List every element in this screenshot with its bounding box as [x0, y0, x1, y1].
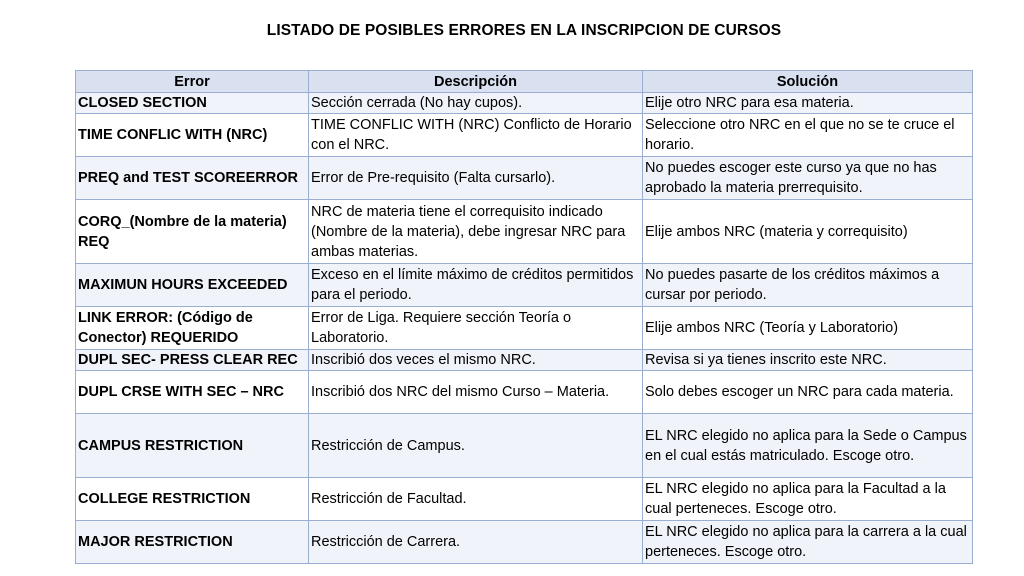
table-header-row	[76, 71, 973, 93]
error-cell: CLOSED SECTION	[76, 93, 309, 114]
table-row	[76, 264, 973, 307]
table-row	[76, 414, 973, 478]
header-descripcion: Descripción	[309, 71, 643, 93]
solucion-cell: Elije ambos NRC (materia y correquisito)	[643, 200, 973, 264]
solucion-cell: Elije ambos NRC (Teoría y Laboratorio)	[643, 307, 973, 350]
solucion-cell: No puedes pasarte de los créditos máximos a cursar por periodo.	[643, 264, 973, 307]
solucion-cell: EL NRC elegido no aplica para la carrera a la cual perteneces. Escoge otro.	[643, 521, 973, 564]
error-cell: DUPL SEC- PRESS CLEAR REC	[76, 350, 309, 371]
solucion-cell: EL NRC elegido no aplica para la Sede o Campus en el cual estás matriculado. Escoge otro.	[643, 414, 973, 478]
descripcion-cell: Restricción de Campus.	[309, 414, 643, 478]
error-cell: TIME CONFLIC WITH (NRC)	[76, 114, 309, 157]
descripcion-cell: Error de Pre-requisito (Falta cursarlo).	[309, 157, 643, 200]
errors-table	[75, 70, 973, 564]
descripcion-cell: Error de Liga. Requiere sección Teoría o Laboratorio.	[309, 307, 643, 350]
descripcion-cell: Restricción de Carrera.	[309, 521, 643, 564]
error-cell: DUPL CRSE WITH SEC – NRC	[76, 371, 309, 414]
descripcion-cell: Inscribió dos NRC del mismo Curso – Materia.	[309, 371, 643, 414]
solucion-cell: Revisa si ya tienes inscrito este NRC.	[643, 350, 973, 371]
solucion-cell: EL NRC elegido no aplica para la Facultad a la cual perteneces. Escoge otro.	[643, 478, 973, 521]
error-cell: MAXIMUN HOURS EXCEEDED	[76, 264, 309, 307]
descripcion-cell: NRC de materia tiene el correquisito indicado (Nombre de la materia), debe ingresar NRC para ambas materias.	[309, 200, 643, 264]
table-row	[76, 114, 973, 157]
solucion-cell: No puedes escoger este curso ya que no has aprobado la materia prerrequisito.	[643, 157, 973, 200]
solucion-cell: Elije otro NRC para esa materia.	[643, 93, 973, 114]
table-row	[76, 200, 973, 264]
error-cell: MAJOR RESTRICTION	[76, 521, 309, 564]
table-row	[76, 157, 973, 200]
page-title: LISTADO DE POSIBLES ERRORES EN LA INSCRIPCION DE CURSOS	[266, 22, 782, 39]
descripcion-cell: Restricción de Facultad.	[309, 478, 643, 521]
header-error: Error	[76, 71, 309, 93]
descripcion-cell: Exceso en el límite máximo de créditos permitidos para el periodo.	[309, 264, 643, 307]
error-cell: LINK ERROR: (Código de Conector) REQUERIDO	[76, 307, 309, 350]
error-cell: CAMPUS RESTRICTION	[76, 414, 309, 478]
table-row	[76, 478, 973, 521]
error-cell: CORQ_(Nombre de la materia) REQ	[76, 200, 309, 264]
error-cell: COLLEGE RESTRICTION	[76, 478, 309, 521]
descripcion-cell: Sección cerrada (No hay cupos).	[309, 93, 643, 114]
descripcion-cell: Inscribió dos veces el mismo NRC.	[309, 350, 643, 371]
table-row	[76, 371, 973, 414]
error-cell: PREQ and TEST SCOREERROR	[76, 157, 309, 200]
solucion-cell: Seleccione otro NRC en el que no se te cruce el horario.	[643, 114, 973, 157]
header-solucion: Solución	[643, 71, 973, 93]
descripcion-cell: TIME CONFLIC WITH (NRC) Conflicto de Horario con el NRC.	[309, 114, 643, 157]
table-row	[76, 307, 973, 350]
table-row	[76, 350, 973, 371]
table-row	[76, 93, 973, 114]
table-row	[76, 521, 973, 564]
solucion-cell: Solo debes escoger un NRC para cada materia.	[643, 371, 973, 414]
